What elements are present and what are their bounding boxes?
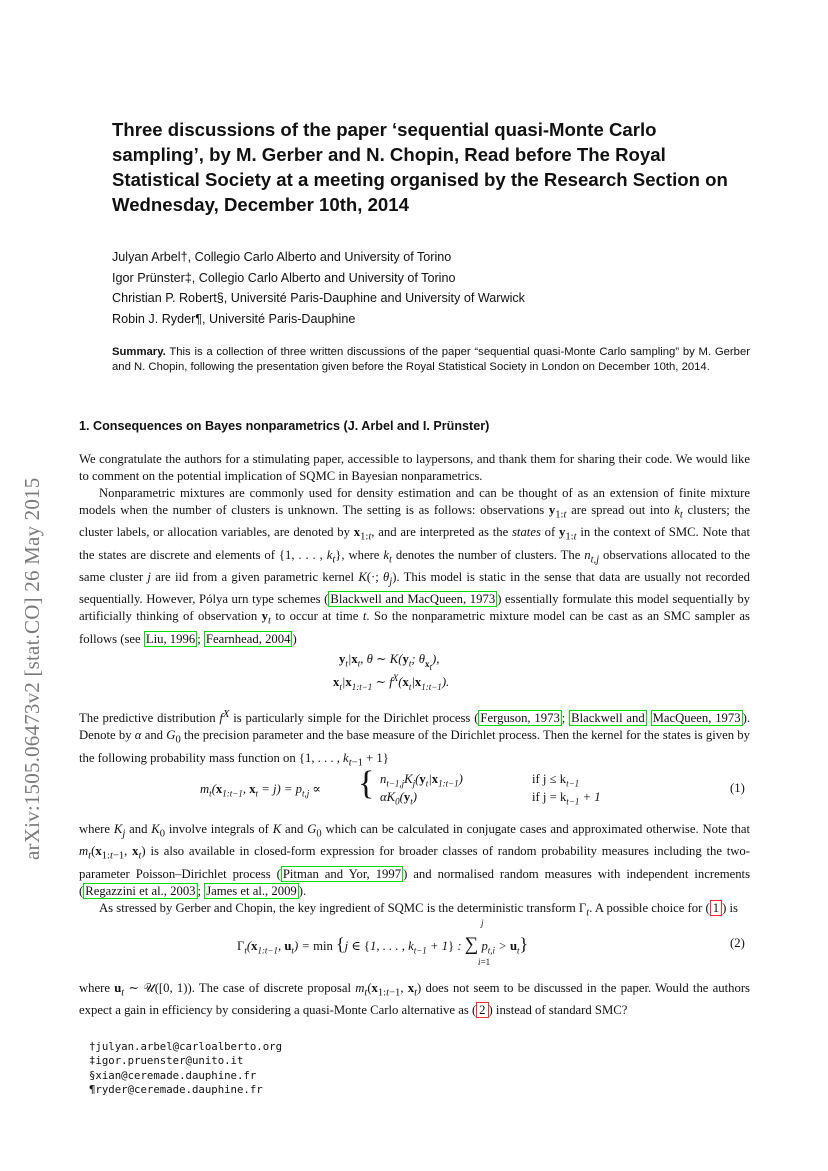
equation-2-sum-upper: j (481, 918, 484, 928)
citation-regazzini[interactable]: Regazzini et al., 2003 (85, 883, 196, 898)
author-ryder: Robin J. Ryder¶, Université Paris-Dauphine (112, 312, 356, 327)
equation-1-brace: { (358, 765, 375, 802)
model-equation-line-1: $y_t|x_t$, θ ∼ $K(y_t$; $\theta_{x_t}$), (339, 652, 440, 672)
equation-1-lhs: $m_t(x_{1:t-1}$, $x_t = j) = p_{t,j}$ ∝ (200, 782, 321, 799)
footnotes (89, 1040, 282, 1098)
equation-2-sum-lower: i=1 (478, 957, 491, 967)
summary-abstract (112, 345, 750, 376)
author-prunster: Igor Prünster‡, Collegio Carlo Alberto and University of Torino (112, 270, 456, 285)
citation-james[interactable]: James et al., 2009 (206, 883, 297, 898)
paragraph-4: where $K_j$ and $K_0$ involve integrals of K and $G_0$ which can be calculated in conjugate cases and approximated otherwise. Note that $m_t(x_{1:t-1}$, $x_t$) is also available in closed-form expression for broader classes of random probability measures including the two-parameter Poisson–Dirichlet process ( Pitman and Yor, 1997 ) and normalised random measures with independent increments ( Regazzini et al., 2003 ; James et al., 2009 ). (79, 822, 751, 898)
citation-pitman-yor[interactable]: Pitman and Yor, 1997 (282, 866, 402, 881)
paragraph-1: We congratulate the authors for a stimulating paper, accessible to laypersons, and thank them for sharing their code. We would like to comment on the potential implication of SQMC in Bayesian nonparametrics. (79, 452, 750, 483)
footnote-xian-email[interactable]: §xian@ceremade.dauphine.fr (89, 1068, 257, 1082)
equation-2-reference[interactable]: 2 (476, 1002, 488, 1018)
equation-1-reference[interactable]: 1 (710, 900, 722, 916)
equation-1-cond-1: if $j \le k_{t-1}$ (532, 772, 580, 789)
author-robert: Christian P. Robert§, Université Paris-Dauphine and University of Warwick (112, 291, 525, 306)
body-part-3 (79, 821, 750, 922)
equation-1-number: (1) (730, 781, 745, 795)
summary-label: Summary. (112, 346, 166, 358)
paragraph-3: The predictive distribution $f^X$ is particularly simple for the Dirichlet process ( Ferguson, 1973 ; Blackwell and MacQueen, 1973 ). Denote by α and $G_0$ the precision parameter and the base measure of the Dirichlet process. Then the kernel for the states is given by the following probability mass function on {1, . . . , $k_{t-1} + 1$} (79, 709, 750, 769)
section-1-heading: 1. Consequences on Bayes nonparametrics (J. Arbel and I. Prünster) (79, 419, 490, 433)
body-part-4 (79, 980, 750, 1019)
equation-1-case-2: $\alpha K_0(y_t)$ (380, 790, 417, 807)
citation-blackwell-and[interactable]: Blackwell and (571, 711, 645, 726)
footnote-pruenster-email[interactable]: ‡igor.pruenster@unito.it (89, 1054, 244, 1068)
model-equation-line-2: $x_t|x_{1:t-1}$ ∼ $f^X(x_t|x_{1:t-1})$. (333, 673, 450, 692)
citation-blackwell-macqueen[interactable]: Blackwell and MacQueen, 1973 (330, 592, 496, 607)
paragraph-2: Nonparametric mixtures are commonly used for density estimation and can be thought of as an extension of finite mixture models when the number of clusters is unknown. The setting is as follows: observations $y_{1:t}$ are spread out into $k_t$ clusters; the cluster labels, or allocation variables, are denoted by $x_{1:t}$, and are interpreted as the states of $y_{1:t}$ in the context of SMC. Note that the states are discrete and elements of {1, . . . , $k_t$}, where $k_t$ denotes the number of clusters. The $n_{t,j}$ observations allocated to the same cluster j are iid from a given parametric kernel K(·; $\theta_j$). This model is static in the sense that data are usually not recorded sequentially. However, Pólya urn type schemes ( Blackwell and MacQueen, 1973 ) essentially formulate this model sequentially by artificially thinking of observation $y_t$ to occur at time t. So the nonparametric mixture model can be cast as an SMC sampler as follows (see Liu, 1996 ; Fearnhead, 2004 ) (79, 485, 751, 646)
body-part-2 (79, 707, 750, 772)
author-list (112, 247, 732, 330)
equation-2-number: (2) (730, 936, 745, 950)
author-arbel: Julyan Arbel†, Collegio Carlo Alberto and University of Torino (112, 250, 452, 264)
paragraph-5: As stressed by Gerber and Chopin, the key ingredient of SQMC is the deterministic transform $\Gamma_t$. A possible choice for ( 1 ) is (99, 900, 738, 919)
paragraph-6: where $u_t$ ∼ 𝒰([0, 1)). The case of discrete proposal $m_t(x_{1:t-1}$, $x_t$) does not seem to be discussed in the paper. Would the authors expect a gain in efficiency by considering a quasi-Monte Carlo alternative as ( 2 ) instead of standard SMC? (79, 981, 750, 1018)
equation-1-case-1: $n_{t-1,j}K_j(y_t|x_{1:t-1})$ (380, 772, 463, 789)
footnote-arbel-email[interactable]: †julyan.arbel@carloalberto.org (89, 1040, 283, 1053)
equation-2: $\Gamma_t(x_{1:t-1}$, $u_t) = \min \{j$ ∈ {1, . . . , $k_{t-1} + 1$} : ∑ $p_{t,i} > u_t$} (237, 934, 529, 956)
footnote-ryder-email[interactable]: ¶ryder@ceremade.dauphine.fr (89, 1083, 263, 1097)
summary-text: This is a collection of three written discussions of the paper “sequential quasi-Monte Carlo sampling” by M. Gerber and N. Chopin, following the presentation given before the Royal Statistical Society in London on December 10th, 2014. (112, 346, 750, 374)
citation-macqueen[interactable]: MacQueen, 1973 (652, 711, 741, 726)
body-part-1 (79, 451, 750, 648)
citation-ferguson[interactable]: Ferguson, 1973 (480, 711, 560, 726)
equation-1-cond-2: if $j = k_{t-1} + 1$ (532, 790, 601, 807)
paper-title: Three discussions of the paper ‘sequential quasi-Monte Carlo sampling’, by M. Gerber and N. Chopin, Read before The Royal Statistical Society at a meeting organised by the Research Section on Wednesday, December 10th, 2014 (112, 119, 728, 215)
citation-liu[interactable]: Liu, 1996 (145, 631, 196, 646)
arxiv-identifier-stamp: arXiv:1505.06473v2 [stat.CO] 26 May 2015 (20, 477, 44, 860)
citation-fearnhead[interactable]: Fearnhead, 2004 (205, 631, 291, 646)
